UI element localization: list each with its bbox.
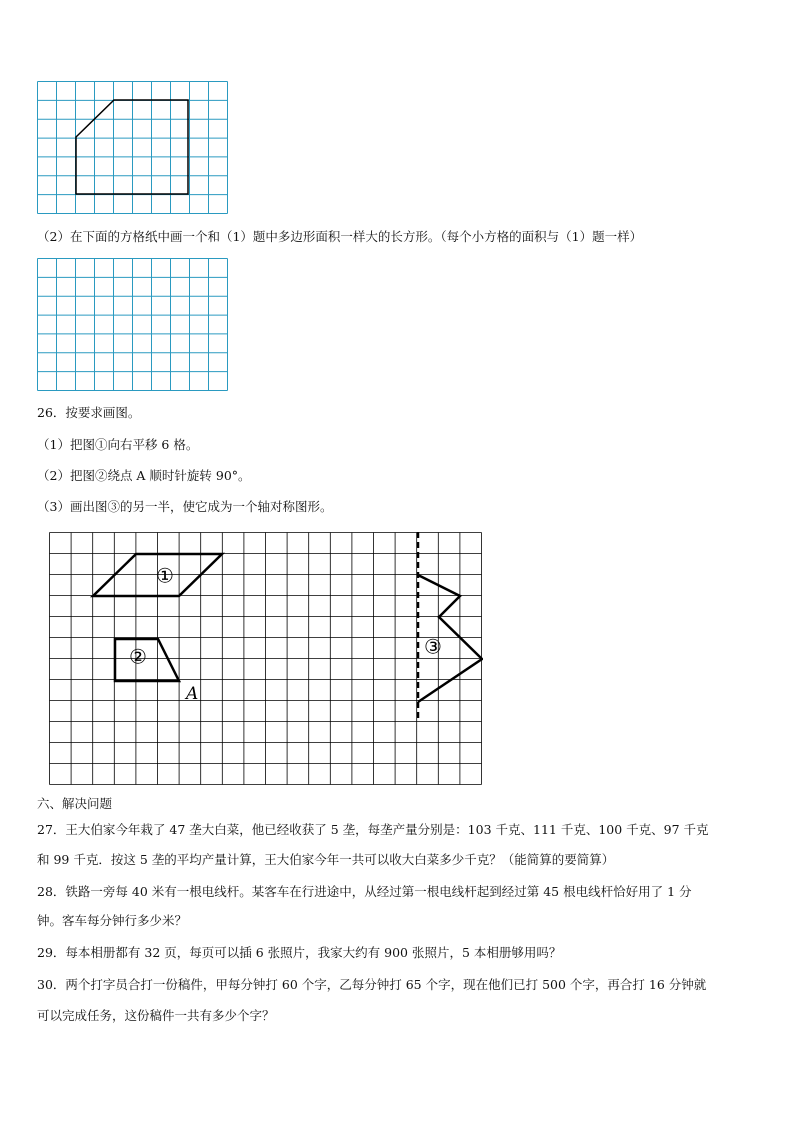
point-a-label: A [186,684,199,704]
q26-item-2: （2）把图②绕点 A 顺时针旋转 90°。 [37,468,251,483]
q30-line-1: 30．两个打字员合打一份稿件，甲每分钟打 60 个字，乙每分钟打 65 个字，现在他们已打 500 个字，再合打 16 分钟就 [37,977,707,992]
grid-lines [38,259,228,391]
figure-2-label: ② [129,644,147,669]
q29-line-1: 29．每本相册都有 32 页，每页可以插 6 张照片，我家大约有 900 张照片，5 本相册够用吗？ [37,945,562,960]
q26-item-1: （1）把图①向右平移 6 格。 [37,437,199,452]
q30-line-2: 可以完成任务，这份稿件一共有多少个字？ [37,1008,275,1023]
empty-drawing-grid [37,258,229,393]
section-6-title: 六、解决问题 [37,796,113,811]
figure-2-trapezoid [115,639,179,681]
q28-line-1: 28．铁路一旁每 40 米有一根电线杆。某客车在行进途中，从经过第一根电线杆起到经过第 45 根电线杆恰好用了 1 分 [37,884,692,899]
q26-item-3: （3）画出图③的另一半，使它成为一个轴对称图形。 [37,499,333,514]
q25-part2-text: （2）在下面的方格纸中画一个和（1）题中多边形面积一样大的长方形。（每个小方格的面积与（1）题一样） [37,229,643,244]
q26-title: 26．按要求画图。 [37,405,141,420]
figure-1-label: ① [156,563,174,588]
figure-3-label: ③ [424,634,442,659]
polygon-grid [37,81,229,216]
q27-line-1: 27．王大伯家今年栽了 47 垄大白菜，他已经收获了 5 垄，每垄产量分别是：103 千克、111 千克、100 千克、97 千克 [37,822,709,837]
q27-line-2: 和 99 千克．按这 5 垄的平均产量计算，王大伯家今年一共可以收大白菜多少千克？（能简算的要简算） [37,852,615,867]
q28-line-2: 钟。客车每分钟行多少米？ [37,913,188,928]
transform-grid [49,532,483,786]
